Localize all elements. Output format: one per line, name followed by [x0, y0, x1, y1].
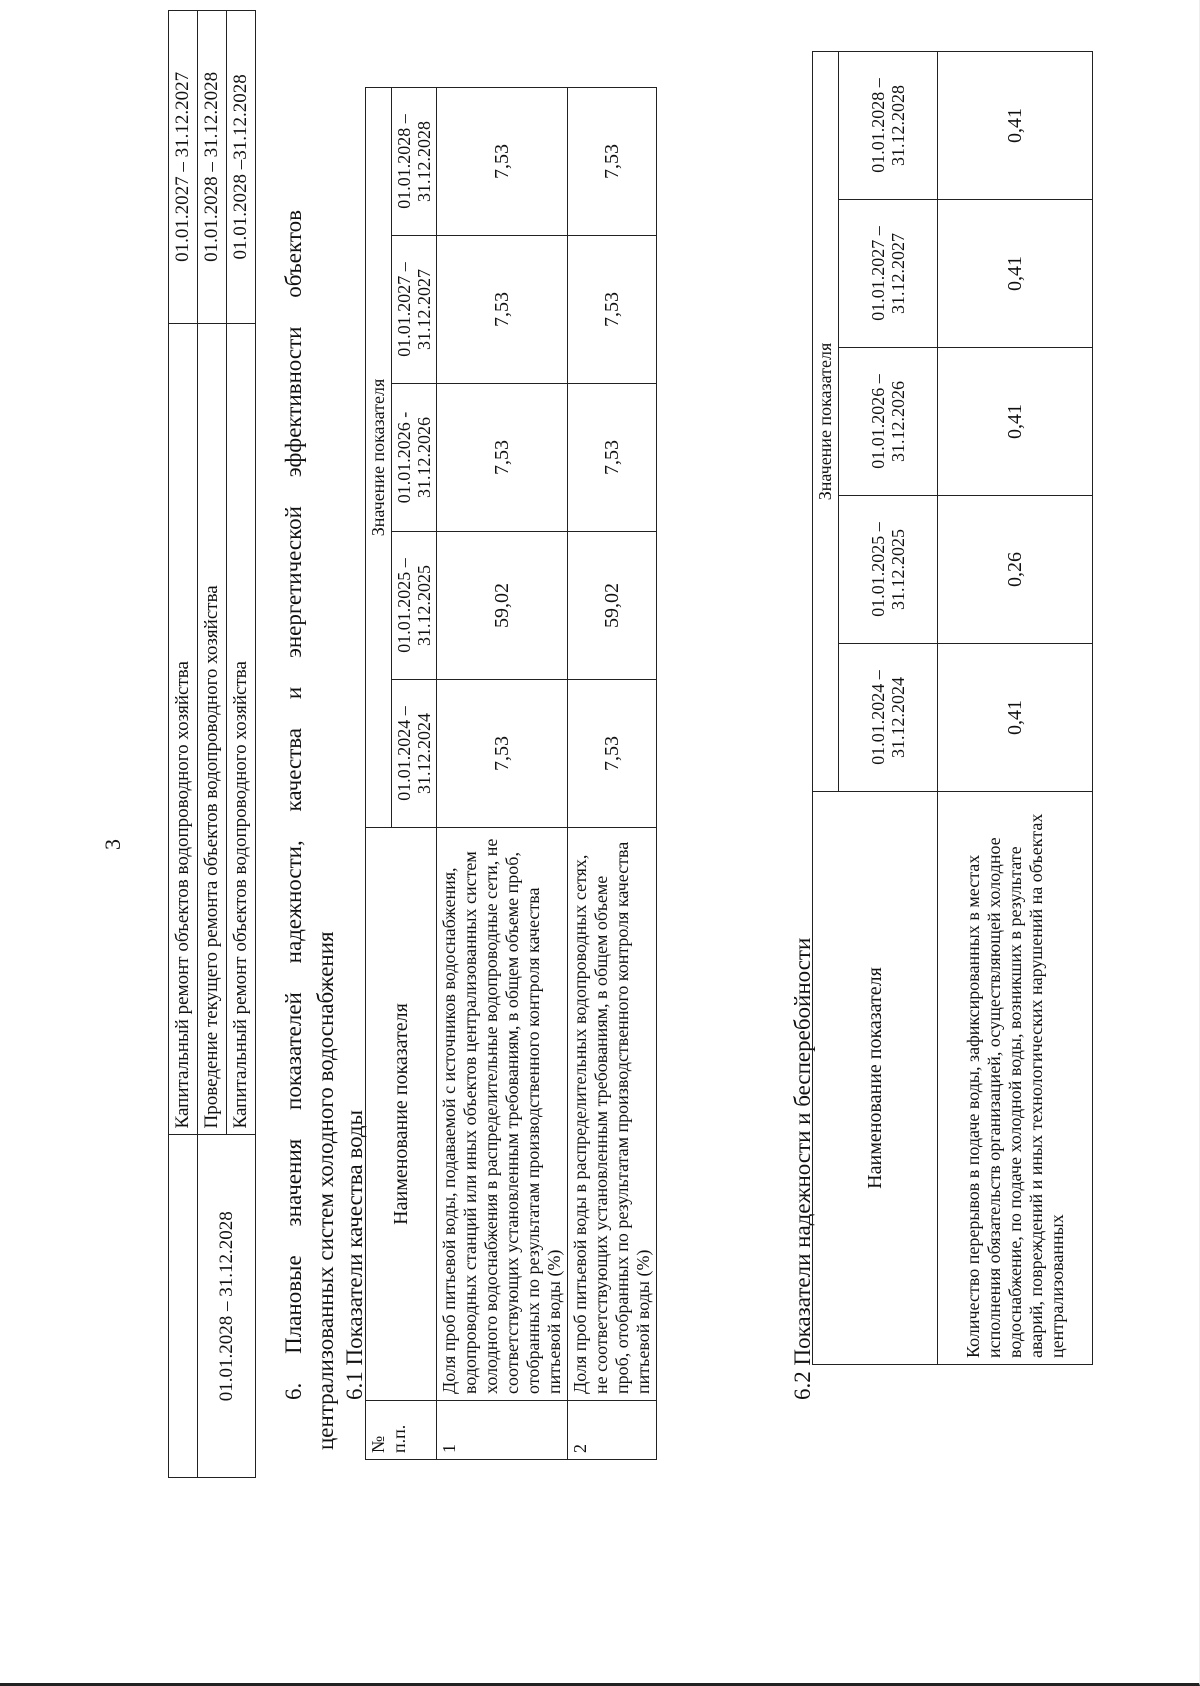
indicator-value: 7,53 — [437, 88, 568, 236]
reliability-table — [812, 51, 1093, 1365]
table-row — [169, 11, 198, 1478]
work-cell: Капитальный ремонт объектов водопроводного хозяйства — [169, 323, 198, 1135]
period-header: 01.01.2026 - 31.12.2026 — [392, 384, 437, 532]
dates-cell: 01.01.2027 – 31.12.2027 — [169, 11, 198, 324]
period-header: 01.01.2026 – 31.12.2026 — [839, 348, 938, 496]
period-header: 01.01.2025 – 31.12.2025 — [392, 532, 437, 680]
indicator-value: 0,41 — [938, 644, 1093, 792]
indicator-name: Доля проб питьевой воды в распределительных водопроводных сетях, не соответствующих установленным требованиям, в общем объеме проб, отобранных по результатам производственного контроля качества питьевой воды (%) — [568, 828, 657, 1401]
indicator-value: 7,53 — [568, 88, 657, 236]
column-header-number: № п.п. — [366, 1401, 437, 1460]
period-header: 01.01.2025 – 31.12.2025 — [839, 496, 938, 644]
indicator-value: 7,53 — [568, 384, 657, 532]
indicator-value: 59,02 — [568, 532, 657, 680]
indicator-value: 7,53 — [437, 236, 568, 384]
row-number: 1 — [437, 1401, 568, 1460]
indicator-name: Доля проб питьевой воды, подаваемой с источников водоснабжения, водопроводных станций или иных объектов централизованных систем холодного водоснабжения в распределительные водопроводные сети, не соответствующих установленным требованиям, в общем объеме проб, отобранных по результатам производственного контроля качества питьевой воды (%) — [437, 828, 568, 1401]
period-header: 01.01.2024 – 31.12.2024 — [839, 644, 938, 792]
table-row — [198, 11, 227, 1478]
section-title-line1: 6. Плановые значения показателей надежности, качества и энергетической эффективности объектов — [281, 210, 306, 1400]
indicator-value: 0,41 — [938, 52, 1093, 200]
column-header-value: Значение показателя — [366, 88, 392, 828]
indicator-value: 7,53 — [437, 680, 568, 828]
period-header: 01.01.2028 – 31.12.2028 — [839, 52, 938, 200]
table-header-row — [366, 88, 392, 1460]
column-header-value: Значение показателя — [813, 52, 839, 792]
column-header-name: Наименование показателя — [366, 828, 437, 1401]
column-header-name: Наименование показателя — [813, 792, 938, 1365]
period-cell — [169, 1135, 198, 1478]
period-header: 01.01.2028 – 31.12.2028 — [392, 88, 437, 236]
indicator-value: 0,41 — [938, 200, 1093, 348]
page-number: 3 — [100, 839, 125, 850]
table-row — [437, 88, 568, 1460]
period-header: 01.01.2027 – 31.12.2027 — [839, 200, 938, 348]
reliability-subtitle: 6.2 Показатели надежности и бесперебойности — [790, 937, 815, 1400]
dates-cell: 01.01.2028 –31.12.2028 — [227, 11, 256, 324]
indicator-value: 7,53 — [568, 680, 657, 828]
indicator-value: 0,41 — [938, 348, 1093, 496]
period-cell: 01.01.2028 – 31.12.2028 — [198, 1135, 256, 1478]
section-title-line2: централизованных систем холодного водоснабжения — [313, 931, 338, 1450]
work-cell: Капитальный ремонт объектов водопроводного хозяйства — [227, 323, 256, 1135]
period-header: 01.01.2027 – 31.12.2027 — [392, 236, 437, 384]
section-title — [278, 210, 342, 1450]
repair-schedule-table — [168, 10, 256, 1478]
indicator-value: 0,26 — [938, 496, 1093, 644]
rotated-document — [0, 10, 1110, 1650]
row-number: 2 — [568, 1401, 657, 1460]
table-header-row — [813, 52, 839, 1365]
indicator-value: 7,53 — [437, 384, 568, 532]
work-cell: Проведение текущего ремонта объектов водопроводного хозяйства — [198, 323, 227, 1135]
water-quality-table — [365, 87, 657, 1460]
indicator-value: 7,53 — [568, 236, 657, 384]
indicator-name: Количество перерывов в подаче воды, зафиксированных в местах исполнения обязательств организацией, осуществляющей холодное водоснабжение, по подаче холодной воды, возникших в результате аварий, повреждений и иных технологических нарушений на объектах централизованных — [938, 792, 1093, 1365]
table-row — [938, 52, 1093, 1365]
period-header: 01.01.2024 – 31.12.2024 — [392, 680, 437, 828]
quality-subtitle: 6.1 Показатели качества воды — [342, 1109, 367, 1400]
dates-cell: 01.01.2028 – 31.12.2028 — [198, 11, 227, 324]
table-row — [568, 88, 657, 1460]
indicator-value: 59,02 — [437, 532, 568, 680]
